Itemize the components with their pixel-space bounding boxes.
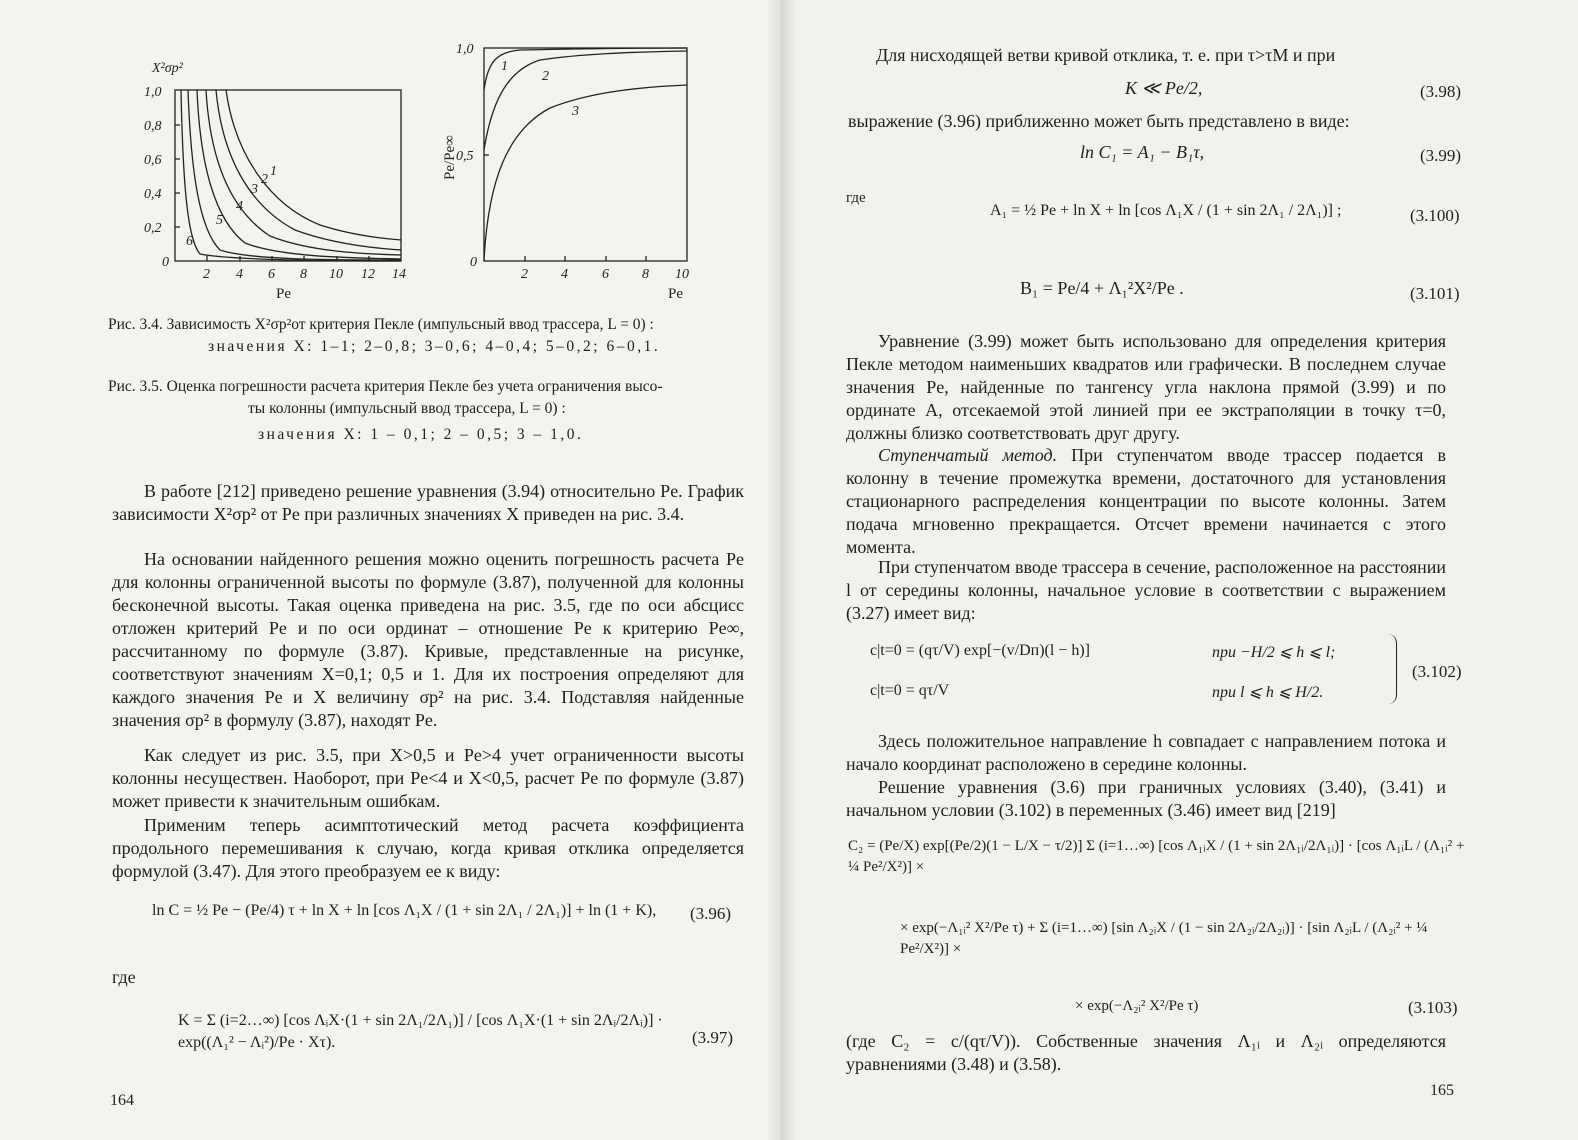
right-page-number: 165 [1430,1082,1454,1099]
fig35-curve-label: 3 [572,104,579,119]
left-paragraph-1: В работе [212] приведено решение уравнения (3.94) относительно Pe. График зависимости X²σp² от Pe при различных значениях X приведен на рис. 3.4. [112,481,744,524]
equation-3-103-line-1: C₂ = (Pe/X) exp[(Pe/2)(1 − L/X − τ/2)] Σ (i=1…∞) [cos Λ₁ᵢX / (1 + sin 2Λ₁ᵢ/2Λ₁ᵢ)] · [cos Λ₁ᵢL / (Λ₁ᵢ² + ¼ Pe²/X²)] × [848,838,1465,875]
fig34-xtick: 12 [361,267,375,282]
equation-3-103-line-3: × exp(−Λ₂ᵢ² X²/Pe τ) [1075,998,1199,1014]
figure-3-4 [130,40,430,310]
figure-3-5-caption-line-1: Рис. 3.5. Оценка погрешности расчета критерия Пекле без учета ограничения высо- [108,378,663,395]
left-paragraph-4: Применим теперь асимптотический метод расчета коэффициента продольного перемешивания к случаю, когда кривая отклика определяется формулой (3.47). Для этого преобразуем ее к виду: [112,815,744,881]
fig35-ytick: 1,0 [456,42,474,57]
fig35-curve-label: 1 [501,59,508,74]
fig35-plot-frame [484,48,687,261]
equation-3-99-number: (3.99) [1420,146,1462,165]
equation-3-102-case-2: c|t=0 = qτ/V [870,682,950,699]
right-paragraph-8: (где C₂ = c/(qτ/V)). Собственные значения Λ₁ᵢ и Λ₂ᵢ определяются уравнениями (3.48) и (3.58). [846,1031,1446,1074]
fig35-xtick: 2 [521,267,528,282]
figure-3-5-caption-line-3: значения X: 1 – 0,1; 2 – 0,5; 3 – 1,0. [258,426,584,443]
equation-3-99: ln C₁ = A₁ − B₁τ, [1080,142,1205,162]
left-page-number: 164 [110,1092,134,1109]
stepwise-method-heading: Ступенчатый метод. [878,445,1058,465]
fig34-xlabel: Pe [276,286,291,302]
equation-3-101-number: (3.101) [1410,284,1460,303]
fig34-ytick: 1,0 [144,85,162,100]
right-paragraph-2: выражение (3.96) приближенно может быть представлено в виде: [848,111,1350,131]
fig34-curve-label: 6 [186,234,193,249]
fig34-xtick: 14 [392,267,406,282]
figure-3-5 [430,40,710,310]
equation-3-103-line-2: × exp(−Λ₁ᵢ² X²/Pe τ) + Σ (i=1…∞) [sin Λ₂ᵢX / (1 − sin 2Λ₂ᵢ/2Λ₂ᵢ)] · [sin Λ₂ᵢL / (Λ₂ᵢ² + ¼ Pe²/X²)] × [900,920,1428,957]
equation-3-100-number: (3.100) [1410,206,1460,225]
equation-3-97-number: (3.97) [692,1028,734,1047]
fig34-curve-3 [206,90,401,255]
equation-3-102-number: (3.102) [1412,662,1462,681]
equation-3-103-number: (3.103) [1408,998,1458,1017]
fig34-curve-label: 4 [236,199,243,214]
fig34-ytick: 0,2 [144,221,162,236]
fig35-xtick: 4 [561,267,568,282]
fig34-xtick: 4 [236,267,243,282]
fig34-ytick: 0,8 [144,119,162,134]
equation-3-102-condition-1: при −H/2 ⩽ h ⩽ l; [1212,644,1336,661]
fig34-xtick: 2 [203,267,210,282]
equation-3-98-number: (3.98) [1420,82,1462,101]
fig35-curve-3 [484,85,687,261]
right-paragraph-5: При ступенчатом вводе трассера в сечение, расположенное на расстоянии l от середины колонны, начальное условие в соответствии с выражением (3.27) имеет вид: [846,557,1446,623]
equation-3-96-number: (3.96) [690,904,732,923]
right-where-label: где [846,190,866,206]
equation-3-100: A₁ = ½ Pe + ln X + ln [cos Λ₁X / (1 + sin 2Λ₁ / 2Λ₁)] ; [990,202,1342,219]
left-where-label: где [112,967,136,987]
fig34-curve-4 [197,90,401,259]
equation-3-101: B₁ = Pe/4 + Λ₁²X²/Pe . [1020,278,1184,298]
fig35-xlabel: Pe [668,286,683,302]
right-paragraph-4 [846,444,1446,559]
right-paragraph-7: Решение уравнения (3.6) при граничных условиях (3.40), (3.41) и начальном условии (3.102) в переменных (3.46) имеет вид [219] [846,777,1446,820]
equation-3-102-case-1: c|t=0 = (qτ/V) exp[−(v/Dп)(l − h)] [870,642,1091,659]
right-paragraph-1: Для нисходящей ветви кривой отклика, т. е. при τ>τM и при [876,45,1336,65]
fig35-curve-label: 2 [542,69,549,84]
fig34-curve-label: 5 [216,213,223,228]
fig35-ylabel: Pe/Pe∞ [442,135,458,180]
fig34-curve-6 [181,90,401,261]
fig34-curve-label: 2 [261,172,268,187]
fig35-xtick: 6 [602,267,609,282]
fig35-ytick: 0,5 [456,149,474,164]
figure-3-4-caption-line-1: Рис. 3.4. Зависимость X²σp²от критерия Пекле (импульсный ввод трассера, L = 0) : [108,316,654,333]
fig34-xtick: 6 [268,267,275,282]
fig35-xtick: 8 [642,267,649,282]
left-paragraph-2: На основании найденного решения можно оценить погрешность расчета Pe для колонны ограниченной высоты по формуле (3.87), полученной для колонны бесконечной высоты. Такая оценка приведена на рис. 3.5, где по оси абсцисс отложен критерий Pe и по оси ординат – отношение Pe к критерию Pe∞, рассчитанному по формуле (3.87). Кривые, представленные на рисунке, соответствуют значениям X=0,1; 0,5 и 1. Для их построения определяют для каждого значения Pe и X величину σp² на рис. 3.4. Подставляя найденные значения σp² в формулу (3.87), находят Pe. [112,549,744,730]
fig35-ytick: 0 [470,255,477,270]
fig35-curve-2 [484,51,687,150]
fig34-xtick: 10 [329,267,343,282]
stepwise-method-text: При ступенчатом вводе трассер подается в колонну в течение промежутка времени, достаточного для установления стационарного распределения концентрации по высоте колонны. Затем подача мгновенно прекращается. Отсчет времени начинается с этого момента. [846,445,1446,557]
fig34-ylabel: X²σp² [152,61,183,76]
equation-3-98: K ≪ Pe/2, [1125,78,1203,98]
fig34-ytick: 0,4 [144,187,162,202]
equation-3-96: ln C = ½ Pe − (Pe/4) τ + ln X + ln [cos Λ₁X / (1 + sin 2Λ₁ / 2Λ₁)] + ln (1 + K), [152,902,657,919]
figure-3-5-caption-line-2: ты колонны (импульсный ввод трассера, L = 0) : [248,400,566,417]
fig35-xtick: 10 [675,267,689,282]
fig34-curve-2 [216,90,401,250]
fig34-ytick: 0,6 [144,153,162,168]
fig34-xtick: 8 [300,267,307,282]
equation-3-97: K = Σ (i=2…∞) [cos ΛᵢX·(1 + sin 2Λ₁/2Λ₁)] / [cos Λ₁X·(1 + sin 2Λᵢ/2Λᵢ)] · exp((Λ₁² − Λᵢ²)/Pe · Xτ). [178,1012,663,1051]
fig34-curve-label: 1 [270,164,277,179]
figure-3-4-caption-line-2: значения X: 1–1; 2–0,8; 3–0,6; 4–0,4; 5–0,2; 6–0,1. [208,338,661,355]
fig35-curve-1 [484,48,687,90]
right-paragraph-3: Уравнение (3.99) может быть использовано для определения критерия Пекле методом наименьших квадратов или графически. В последнем случае значения Pe, найденные по тангенсу угла наклона прямой (3.99) и по ординате A, отсекаемой этой линией при ее экстраполяции в точку τ=0, должны близко соответствовать друг другу. [846,331,1446,443]
fig34-ytick: 0 [162,255,169,270]
left-paragraph-3: Как следует из рис. 3.5, при X>0,5 и Pe>4 учет ограниченности высоты колонны несуществен. Наоборот, при Pe<4 и X<0,5, расчет Pe по формуле (3.87) может привести к значительным ошибкам. [112,745,744,811]
equation-3-102-condition-2: при l ⩽ h ⩽ H/2. [1212,684,1324,701]
book-gutter [766,0,796,1140]
right-paragraph-6: Здесь положительное направление h совпадает с направлением потока и начало координат расположено в середине колонны. [846,731,1446,774]
fig34-curve-1 [226,90,401,240]
equation-3-102-brace [1388,634,1397,704]
fig34-curve-label: 3 [251,182,258,197]
